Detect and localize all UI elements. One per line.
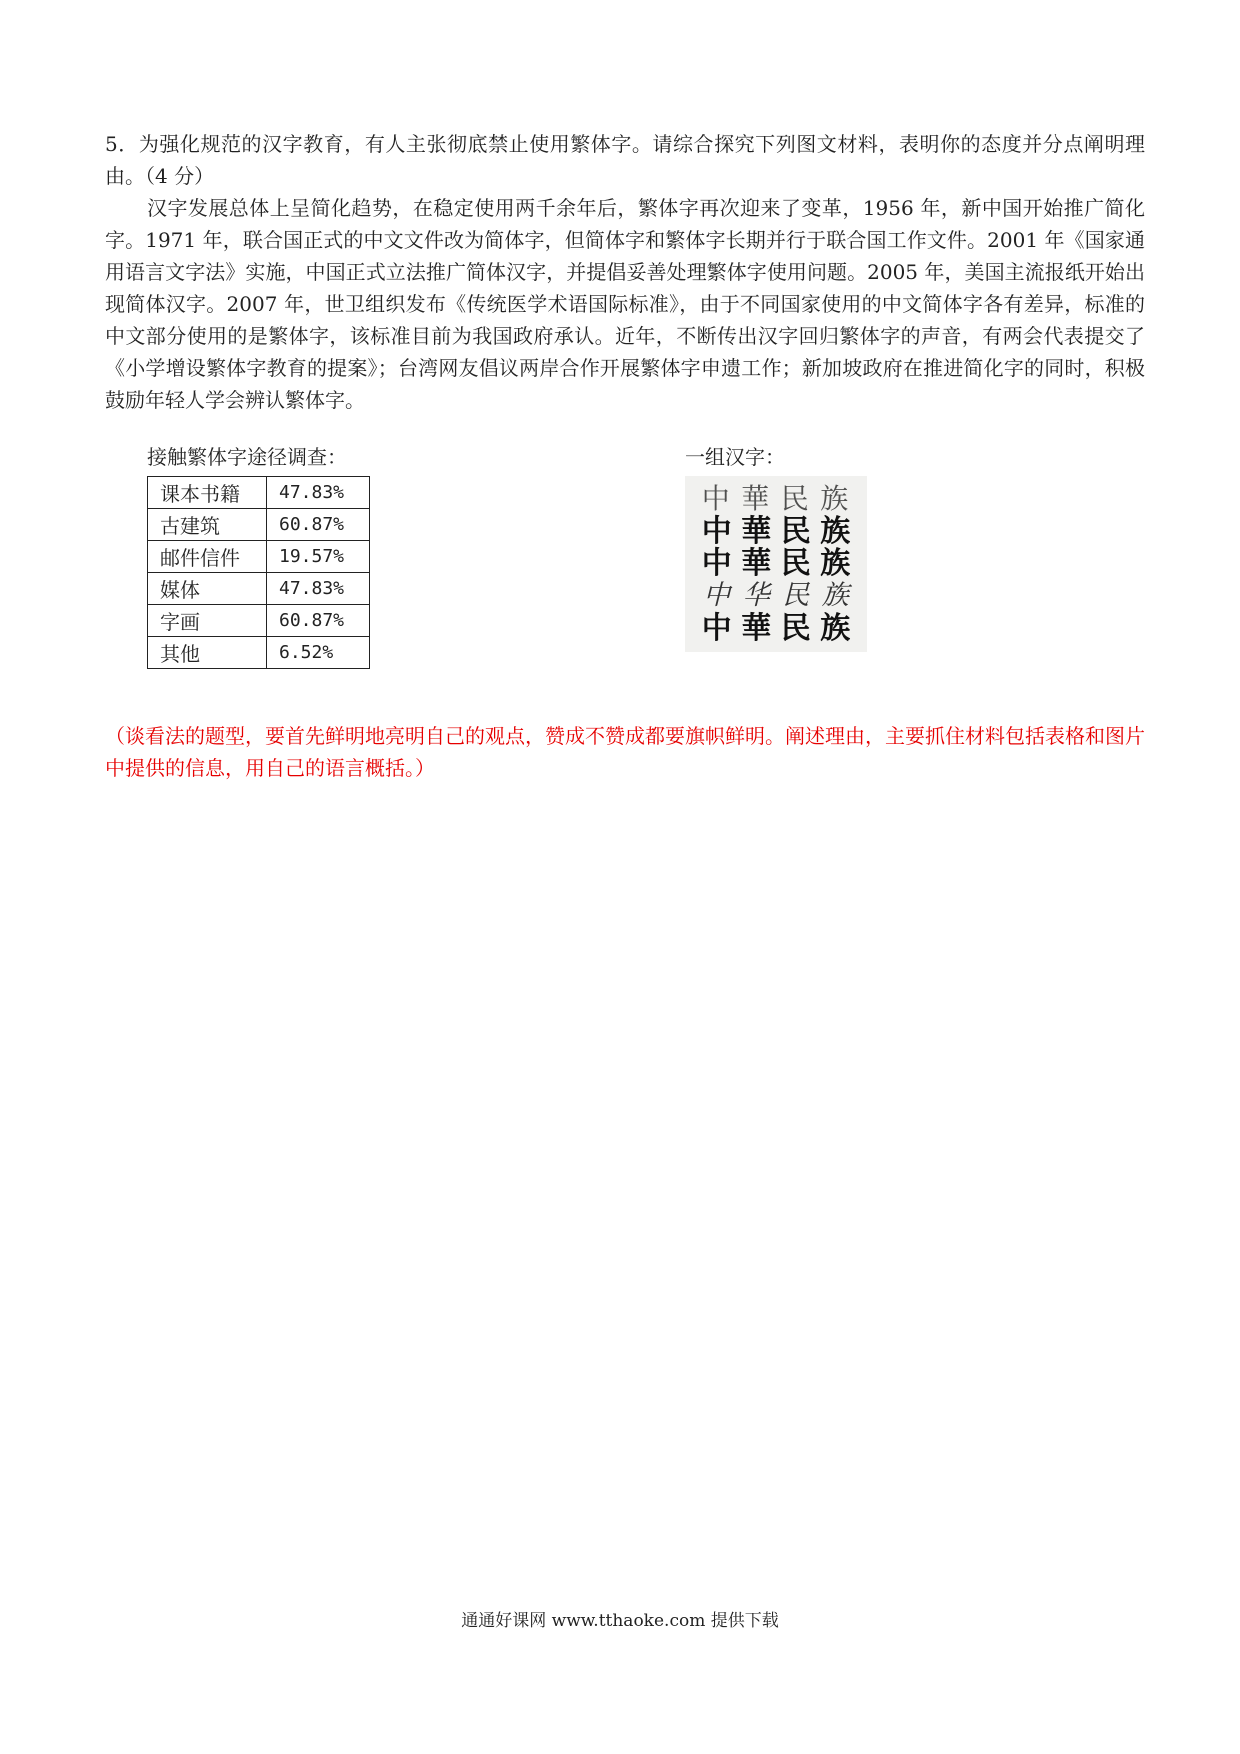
- char: 中: [701, 545, 732, 581]
- table-cell-value: 6.52%: [267, 637, 370, 669]
- char-row-kai: [685, 611, 867, 645]
- table-row: [148, 541, 370, 573]
- char: 中: [701, 513, 732, 549]
- char-group-caption: 一组汉字：: [685, 445, 785, 469]
- char: 華: [741, 513, 772, 549]
- table-cell-category: 课本书籍: [148, 477, 267, 509]
- table-cell-value: 60.87%: [267, 509, 370, 541]
- char: 族: [820, 611, 851, 645]
- table-row: [148, 477, 370, 509]
- table-cell-category: 古建筑: [148, 509, 267, 541]
- char: 民: [780, 482, 811, 516]
- char: 华: [742, 580, 770, 612]
- question-block: [105, 128, 1145, 784]
- material-passage: 汉字发展总体上呈简化趋势，在稳定使用两千余年后，繁体字再次迎来了变革，1956 年，新中国开始推广简化字。1971 年，联合国正式的中文文件改为简体字，但简体字和繁体字长期并行于联合国工作文件。2001 年《国家通用语言文字法》实施，中国正式立法推广简体汉字，并提倡妥善处理繁体字使用问题。2005 年，美国主流报纸开始出现简体汉字。2007 年，世卫组织发布《传统医学术语国际标准》，由于不同国家使用的中文简体字各有差异，标准的中文部分使用的是繁体字，该标准目前为我国政府承认。近年，不断传出汉字回归繁体字的声音，有两会代表提交了《小学增设繁体字教育的提案》；台湾网友倡议两岸合作开展繁体字申遗工作；新加坡政府在推进简化字的同时，积极鼓励年轻人学会辨认繁体字。: [105, 196, 1145, 412]
- table-cell-value: 47.83%: [267, 477, 370, 509]
- answer-hint: （谈看法的题型，要首先鲜明地亮明自己的观点，赞成不赞成都要旗帜鲜明。阐述理由，主要抓住材料包括表格和图片中提供的信息，用自己的语言概括。）: [105, 724, 1145, 780]
- table-cell-category: 其他: [148, 637, 267, 669]
- table-row: [148, 573, 370, 605]
- survey-table: [147, 476, 370, 669]
- char: 族: [820, 482, 851, 516]
- char: 中: [701, 482, 732, 516]
- char: 族: [821, 580, 849, 612]
- char: 族: [820, 545, 851, 581]
- char: 中: [701, 611, 732, 645]
- char-row-handwritten: [685, 581, 867, 611]
- char: 民: [780, 545, 811, 581]
- table-cell-value: 47.83%: [267, 573, 370, 605]
- char-group-image: [685, 476, 867, 652]
- char-row-seal: [685, 484, 867, 514]
- table-row: [148, 605, 370, 637]
- char-group-block: [685, 442, 867, 652]
- char: 華: [741, 611, 772, 645]
- char: 中: [703, 580, 731, 612]
- char: 族: [820, 513, 851, 549]
- survey-caption: 接触繁体字途径调查：: [147, 445, 347, 469]
- table-cell-value: 19.57%: [267, 541, 370, 573]
- survey-block: [147, 442, 370, 669]
- table-cell-value: 60.87%: [267, 605, 370, 637]
- char-row-song: [685, 545, 867, 581]
- char: 華: [741, 545, 772, 581]
- table-cell-category: 字画: [148, 605, 267, 637]
- char-row-bold: [685, 513, 867, 549]
- page-footer: 通通好课网 www.tthaoke.com 提供下载: [461, 1611, 779, 1631]
- table-row: [148, 637, 370, 669]
- materials-section: [105, 442, 1145, 702]
- char: 民: [782, 580, 810, 612]
- table-cell-category: 媒体: [148, 573, 267, 605]
- question-prompt: 5．为强化规范的汉字教育，有人主张彻底禁止使用繁体字。请综合探究下列图文材料，表明你的态度并分点阐明理由。（4 分）: [105, 132, 1145, 188]
- char: 華: [741, 482, 772, 516]
- char: 民: [780, 611, 811, 645]
- table-cell-category: 邮件信件: [148, 541, 267, 573]
- char: 民: [780, 513, 811, 549]
- table-row: [148, 509, 370, 541]
